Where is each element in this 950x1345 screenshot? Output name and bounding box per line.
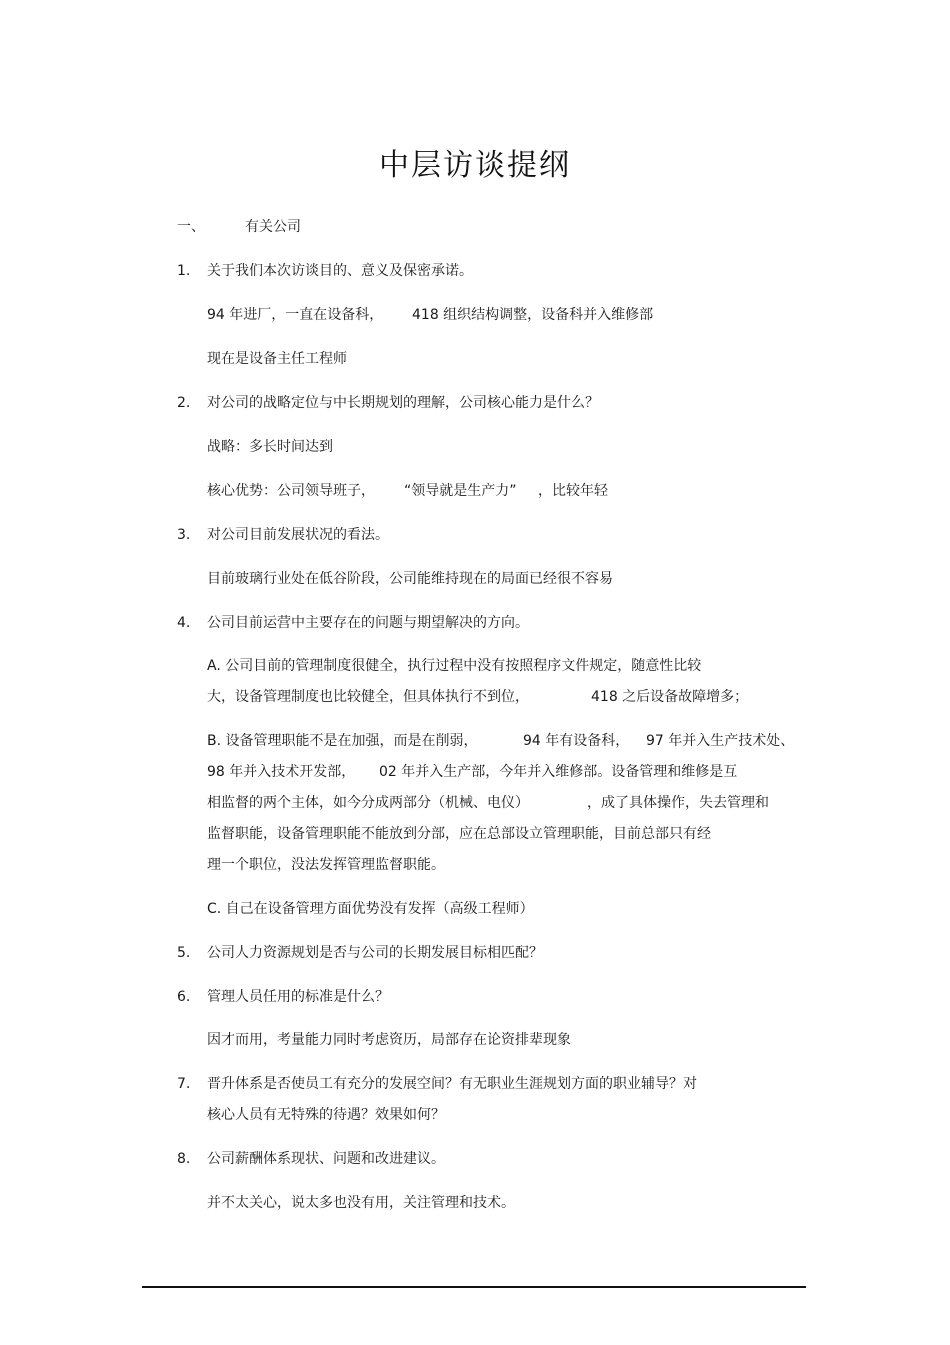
answer-text: 战略：多长时间达到 — [207, 439, 333, 455]
section-marker: 一、 — [177, 219, 205, 235]
answer-text: 98 年并入技术开发部， — [207, 764, 356, 780]
item-question: 对公司目前发展状况的看法。 — [207, 527, 389, 543]
item-question: 对公司的战略定位与中长期规划的理解，公司核心能力是什么？ — [207, 395, 599, 411]
footer-rule — [142, 1286, 806, 1288]
answer-text: 相监督的两个主体，如今分成两部分（机械、电仪） — [207, 795, 529, 811]
section-label: 有关公司 — [245, 219, 301, 235]
answer-text: 现在是设备主任工程师 — [207, 351, 347, 367]
item-number: 8. — [177, 1151, 191, 1167]
answer-text: A. 公司目前的管理制度很健全，执行过程中没有按照程序文件规定，随意性比较 — [207, 658, 702, 674]
answer-text: 核心优势：公司领导班子， — [207, 483, 375, 499]
item-number: 7. — [177, 1076, 191, 1092]
answer-text: 理一个职位，没法发挥管理监督职能。 — [207, 857, 445, 873]
answer-text: C. 自己在设备管理方面优势没有发挥（高级工程师） — [207, 901, 534, 917]
item-number: 3. — [177, 527, 191, 543]
answer-text: B. 设备管理职能不是在加强，而是在削弱， — [207, 733, 478, 749]
answer-text: 目前玻璃行业处在低谷阶段，公司能维持现在的局面已经很不容易 — [207, 571, 613, 587]
answer-text: 94 年有设备科， — [523, 733, 630, 749]
item-number: 2. — [177, 395, 191, 411]
item-question: 公司目前运营中主要存在的问题与期望解决的方向。 — [207, 615, 529, 631]
item-question: 公司薪酬体系现状、问题和改进建议。 — [207, 1151, 445, 1167]
answer-text: 97 年并入生产技术处、 — [646, 733, 795, 749]
answer-quote: “领导就是生产力” — [404, 483, 517, 499]
item-question: 关于我们本次访谈目的、意义及保密承诺。 — [207, 263, 473, 279]
answer-text: 监督职能，设备管理职能不能放到分部，应在总部设立管理职能，目前总部只有经 — [207, 826, 711, 842]
item-question: 管理人员任用的标准是什么？ — [207, 989, 389, 1005]
answer-text: 418 组织结构调整，设备科并入维修部 — [412, 307, 654, 323]
answer-text: 并不太关心，说太多也没有用，关注管理和技术。 — [207, 1195, 515, 1211]
answer-text: 因才而用，考量能力同时考虑资历，局部存在论资排辈现象 — [207, 1032, 571, 1048]
item-number: 4. — [177, 615, 191, 631]
item-question: 晋升体系是否使员工有充分的发展空间？有无职业生涯规划方面的职业辅导？对 — [207, 1076, 697, 1092]
item-question-continued: 核心人员有无特殊的待遇？效果如何？ — [207, 1107, 445, 1123]
item-question: 公司人力资源规划是否与公司的长期发展目标相匹配？ — [207, 945, 543, 961]
answer-text: ，比较年轻 — [538, 483, 608, 499]
answer-text: 大，设备管理制度也比较健全，但具体执行不到位， — [207, 689, 529, 705]
item-number: 1. — [177, 263, 191, 279]
item-number: 6. — [177, 989, 191, 1005]
answer-text: 02 年并入生产部，今年并入维修部。设备管理和维修是互 — [379, 764, 738, 780]
document-title: 中层访谈提纲 — [379, 148, 571, 183]
answer-text: 94 年进厂，一直在设备科， — [207, 307, 384, 323]
answer-text: 418 之后设备故障增多； — [591, 689, 749, 705]
answer-text: ，成了具体操作，失去管理和 — [587, 795, 769, 811]
item-number: 5. — [177, 945, 191, 961]
